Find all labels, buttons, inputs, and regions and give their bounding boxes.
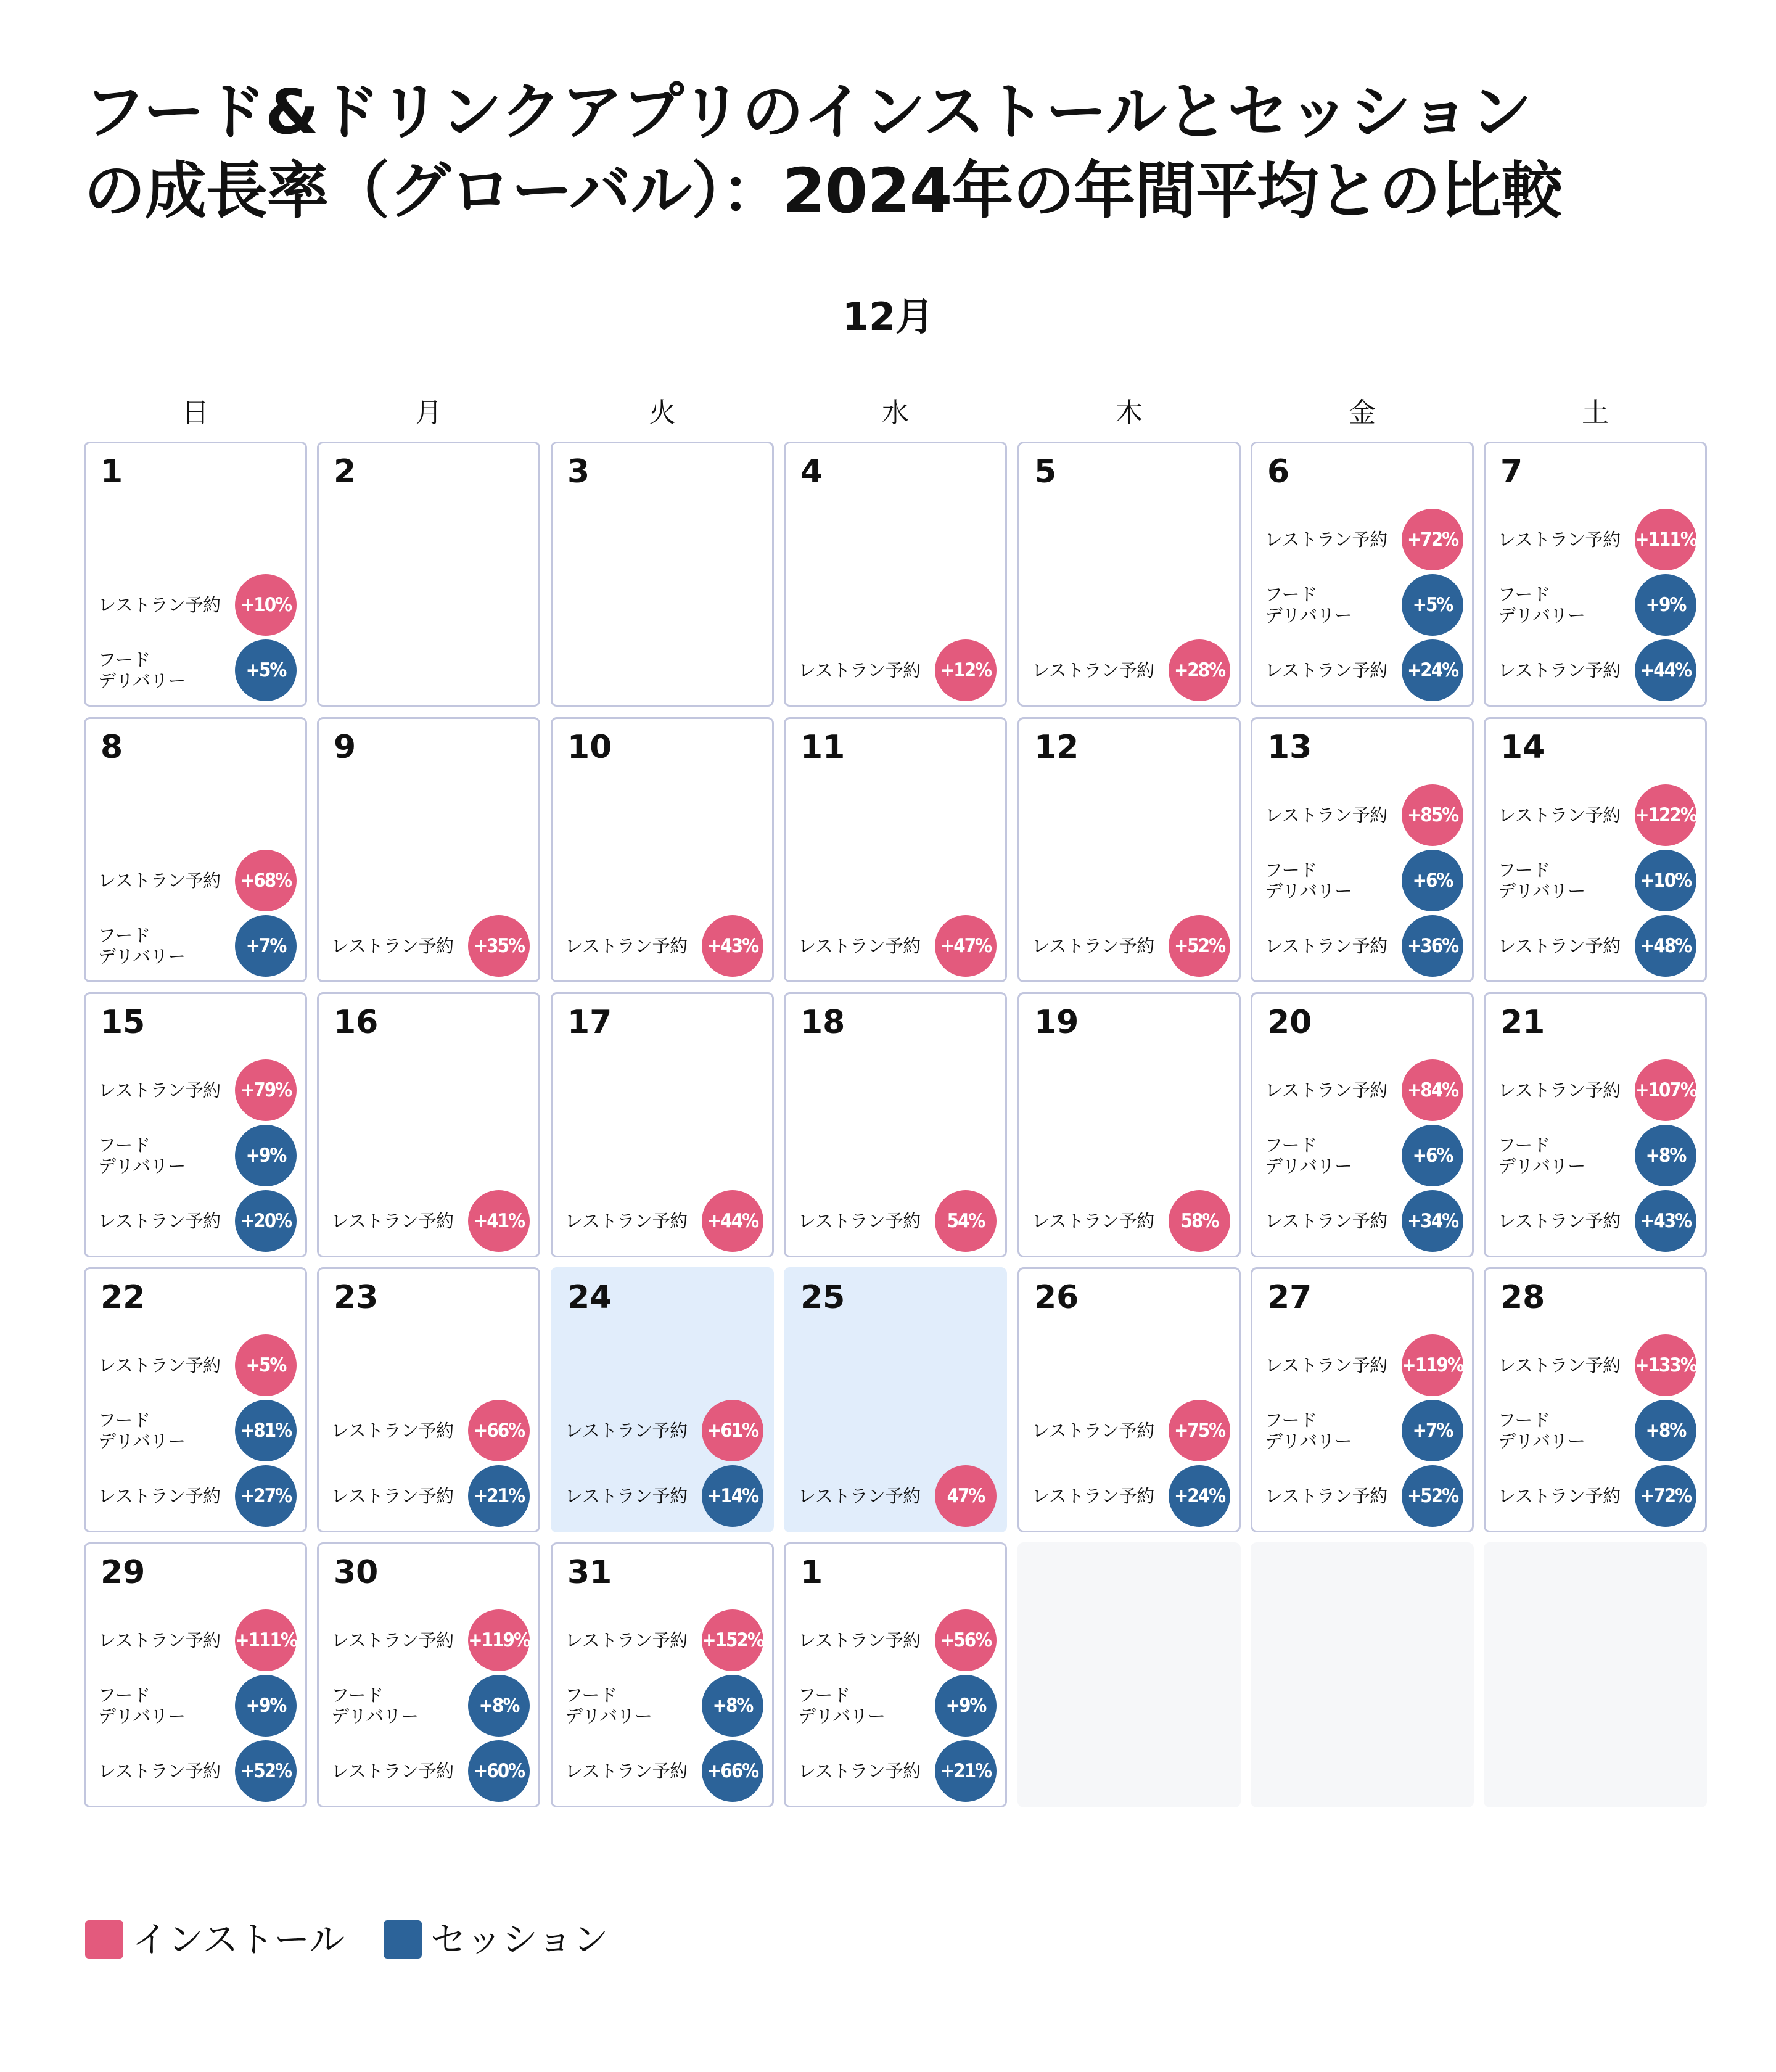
calendar-cell [1018,442,1241,707]
install-growth-badge: +66% [468,1400,530,1462]
category-label: フード デリバリー [1265,1410,1352,1452]
metric-row [1252,850,1472,911]
session-growth-badge: +81% [235,1400,297,1462]
session-growth-badge: +6% [1402,850,1463,911]
day-number: 28 [1500,1279,1545,1316]
install-growth-badge: +43% [702,915,763,977]
session-growth-badge: +52% [235,1740,297,1802]
category-label: フード デリバリー [565,1685,652,1727]
calendar-cell [1251,442,1474,707]
metric-row [1019,1190,1239,1252]
session-growth-badge: +52% [1402,1465,1463,1527]
category-label: レストラン予約 [331,1211,454,1231]
category-label: レストラン予約 [798,1486,921,1507]
category-label: レストラン予約 [98,1630,221,1651]
category-label: レストラン予約 [1265,1355,1388,1376]
weekday-label: 水 [882,397,909,429]
install-growth-badge: +41% [468,1190,530,1252]
weekday-label: 土 [1582,397,1609,429]
day-number: 25 [800,1279,845,1316]
category-label: レストラン予約 [1265,935,1388,956]
session-growth-badge: +24% [1402,639,1463,701]
session-growth-badge: +21% [935,1740,997,1802]
day-number: 19 [1034,1004,1079,1041]
day-number: 22 [101,1279,146,1316]
day-number: 2 [334,453,356,490]
day-number: 20 [1267,1004,1312,1041]
install-growth-badge: +72% [1402,509,1463,570]
category-label: レストラン予約 [565,935,688,956]
category-label: レストラン予約 [798,1211,921,1231]
day-number: 9 [334,729,356,766]
legend-item-install [85,1918,345,1961]
day-number: 3 [567,453,590,490]
session-growth-badge: +7% [235,915,297,977]
metric-row [1486,574,1705,636]
category-label: レストラン予約 [98,1486,221,1507]
metric-row [319,1190,538,1252]
calendar-cell [317,1267,540,1532]
metric-row [1486,1465,1705,1527]
day-number: 16 [334,1004,379,1041]
category-label: レストラン予約 [1265,660,1388,681]
calendar-cell [317,1542,540,1807]
metric-row [1252,509,1472,570]
metric-row [86,1465,305,1527]
session-growth-badge: +5% [1402,574,1463,636]
day-number: 29 [101,1554,146,1591]
session-growth-badge: +24% [1169,1465,1230,1527]
session-growth-badge: +7% [1402,1400,1463,1462]
category-label: フード デリバリー [98,1135,186,1177]
day-number: 1 [101,453,123,490]
day-number: 21 [1500,1004,1545,1041]
calendar-cell [784,717,1007,982]
category-label: フード デリバリー [1265,584,1352,626]
category-label: フード デリバリー [1498,860,1585,902]
calendar-cell [1484,717,1707,982]
session-swatch [384,1920,422,1959]
metric-row [553,1465,772,1527]
metric-row [319,1675,538,1737]
session-growth-badge: +72% [1635,1465,1696,1527]
day-number: 10 [567,729,612,766]
session-growth-badge: +36% [1402,915,1463,977]
calendar-cell-empty [1484,1542,1707,1807]
metric-row [553,1190,772,1252]
category-label: レストラン予約 [798,935,921,956]
metric-row [1252,1059,1472,1121]
metric-row [1252,784,1472,846]
day-number: 6 [1267,453,1290,490]
metric-row [1252,1125,1472,1186]
day-number: 7 [1500,453,1523,490]
calendar-cell [317,442,540,707]
calendar-cell [1018,992,1241,1257]
day-number: 26 [1034,1279,1079,1316]
category-label: フード デリバリー [798,1685,886,1727]
install-growth-badge: +75% [1169,1400,1230,1462]
calendar-cell-empty [1251,1542,1474,1807]
metric-row [86,1740,305,1802]
category-label: レストラン予約 [1498,935,1621,956]
metric-row [786,915,1005,977]
install-growth-badge: +111% [1635,509,1696,570]
metric-row [553,1740,772,1802]
calendar-cell [1018,1267,1241,1532]
calendar-cell [84,1542,307,1807]
calendar-cell [1251,1267,1474,1532]
category-label: レストラン予約 [1498,529,1621,550]
category-label: レストラン予約 [98,1080,221,1101]
category-label: レストラン予約 [1498,1080,1621,1101]
install-growth-badge: 47% [935,1465,997,1527]
legend-item-session [384,1918,609,1961]
category-label: レストラン予約 [565,1420,688,1441]
install-growth-badge: +111% [235,1610,297,1671]
session-growth-badge: +9% [235,1125,297,1186]
metric-row [1486,1400,1705,1462]
metric-row [1252,574,1472,636]
install-growth-badge: 54% [935,1190,997,1252]
install-growth-badge: +107% [1635,1059,1696,1121]
category-label: レストラン予約 [1265,1080,1388,1101]
day-number: 17 [567,1004,612,1041]
category-label: レストラン予約 [98,1761,221,1782]
metric-row [319,915,538,977]
metric-row [1486,784,1705,846]
category-label: レストラン予約 [1498,1486,1621,1507]
install-growth-badge: +44% [702,1190,763,1252]
category-label: レストラン予約 [98,1355,221,1376]
metric-row [86,1610,305,1671]
metric-row [1486,509,1705,570]
weekday-label: 日 [182,397,209,429]
calendar-cell [1484,992,1707,1257]
metric-row [1019,1400,1239,1462]
category-label: フード デリバリー [1498,1410,1585,1452]
session-growth-badge: +27% [235,1465,297,1527]
session-growth-badge: +43% [1635,1190,1696,1252]
category-label: レストラン予約 [1265,1486,1388,1507]
day-number: 30 [334,1554,379,1591]
day-number: 12 [1034,729,1079,766]
install-growth-badge: +35% [468,915,530,977]
session-growth-badge: +9% [235,1675,297,1737]
category-label: レストラン予約 [1498,805,1621,826]
calendar-cell [1484,442,1707,707]
category-label: レストラン予約 [98,594,221,615]
day-number: 4 [800,453,823,490]
category-label: レストラン予約 [798,1761,921,1782]
metric-row [786,639,1005,701]
calendar-cell [551,1267,774,1532]
day-number: 23 [334,1279,379,1316]
metric-row [86,1125,305,1186]
legend-install-label: インストール [132,1918,345,1960]
install-growth-badge: +68% [235,850,297,911]
calendar-cell [784,442,1007,707]
metric-row [553,1675,772,1737]
category-label: レストラン予約 [331,1486,454,1507]
calendar-cell [317,717,540,982]
calendar-cell [317,992,540,1257]
install-growth-badge: +152% [702,1610,763,1671]
metric-row [1486,850,1705,911]
calendar-cell [551,442,774,707]
category-label: レストラン予約 [331,1420,454,1441]
metric-row [319,1740,538,1802]
metric-row [86,915,305,977]
install-swatch [85,1920,123,1959]
category-label: レストラン予約 [98,1211,221,1231]
weekday-label: 木 [1116,397,1143,429]
session-growth-badge: +34% [1402,1190,1463,1252]
install-growth-badge: +84% [1402,1059,1463,1121]
category-label: フード デリバリー [1265,860,1352,902]
metric-row [786,1740,1005,1802]
category-label: レストラン予約 [98,870,221,891]
metric-row [786,1610,1005,1671]
day-number: 5 [1034,453,1057,490]
day-number: 14 [1500,729,1545,766]
install-growth-badge: +28% [1169,639,1230,701]
calendar-cell [551,1542,774,1807]
metric-row [1019,639,1239,701]
weekday-label: 火 [649,397,676,429]
month-label: 12月 [842,294,934,339]
category-label: レストラン予約 [1498,1355,1621,1376]
day-number: 27 [1267,1279,1312,1316]
metric-row [1252,1334,1472,1396]
metric-row [86,1190,305,1252]
category-label: フード デリバリー [98,1410,186,1452]
install-growth-badge: +12% [935,639,997,701]
metric-row [86,574,305,636]
metric-row [86,1675,305,1737]
chart-title: フード&ドリンクアプリのインストールとセッション の成長率（グローバル）：2024年の年間平均との比較 [84,76,1563,227]
category-label: レストラン予約 [1498,1211,1621,1231]
category-label: フード デリバリー [98,1685,186,1727]
install-growth-badge: 58% [1169,1190,1230,1252]
session-growth-badge: +9% [1635,574,1696,636]
install-growth-badge: +79% [235,1059,297,1121]
category-label: フード デリバリー [1265,1135,1352,1177]
category-label: レストラン予約 [1265,1211,1388,1231]
day-number: 1 [800,1554,823,1591]
metric-row [1486,1190,1705,1252]
metric-row [1252,639,1472,701]
session-growth-badge: +8% [1635,1125,1696,1186]
install-growth-badge: +119% [1402,1334,1463,1396]
install-growth-badge: +85% [1402,784,1463,846]
metric-row [1486,1125,1705,1186]
category-label: フード デリバリー [98,649,186,691]
metric-row [1252,1465,1472,1527]
metric-row [1486,1059,1705,1121]
metric-row [86,1400,305,1462]
metric-row [1486,1334,1705,1396]
install-growth-badge: +133% [1635,1334,1696,1396]
session-growth-badge: +21% [468,1465,530,1527]
category-label: レストラン予約 [331,935,454,956]
category-label: レストラン予約 [1265,529,1388,550]
day-number: 11 [800,729,845,766]
category-label: レストラン予約 [1032,1420,1154,1441]
session-growth-badge: +60% [468,1740,530,1802]
metric-row [86,639,305,701]
calendar-cell [84,992,307,1257]
category-label: レストラン予約 [565,1761,688,1782]
calendar-cell [1251,717,1474,982]
session-growth-badge: +8% [1635,1400,1696,1462]
install-growth-badge: +52% [1169,915,1230,977]
install-growth-badge: +61% [702,1400,763,1462]
metric-row [786,1675,1005,1737]
category-label: レストラン予約 [565,1486,688,1507]
day-number: 31 [567,1554,612,1591]
session-growth-badge: +5% [235,639,297,701]
category-label: フード デリバリー [1498,1135,1585,1177]
session-growth-badge: +8% [702,1675,763,1737]
calendar-cell [1251,992,1474,1257]
calendar-cell [84,717,307,982]
install-growth-badge: +47% [935,915,997,977]
calendar-cell [84,442,307,707]
metric-row [86,850,305,911]
metric-row [553,1610,772,1671]
metric-row [1252,915,1472,977]
session-growth-badge: +10% [1635,850,1696,911]
metric-row [1019,1465,1239,1527]
category-label: レストラン予約 [1032,1486,1154,1507]
metric-row [319,1465,538,1527]
category-label: レストラン予約 [1032,660,1154,681]
calendar-cell [784,1267,1007,1532]
metric-row [319,1610,538,1671]
category-label: フード デリバリー [1498,584,1585,626]
weekday-label: 金 [1349,397,1376,429]
day-number: 8 [101,729,123,766]
metric-row [786,1465,1005,1527]
metric-row [86,1334,305,1396]
metric-row [1252,1190,1472,1252]
metric-row [1486,915,1705,977]
day-number: 13 [1267,729,1312,766]
day-number: 15 [101,1004,146,1041]
category-label: レストラン予約 [798,660,921,681]
session-growth-badge: +9% [935,1675,997,1737]
category-label: フード デリバリー [98,925,186,967]
calendar-cell [551,717,774,982]
calendar-cell [784,1542,1007,1807]
legend-session-label: セッション [430,1918,609,1960]
metric-row [786,1190,1005,1252]
metric-row [1486,639,1705,701]
metric-row [553,915,772,977]
session-growth-badge: +6% [1402,1125,1463,1186]
category-label: レストラン予約 [1032,1211,1154,1231]
session-growth-badge: +48% [1635,915,1696,977]
category-label: レストラン予約 [798,1630,921,1651]
day-number: 24 [567,1279,612,1316]
session-growth-badge: +20% [235,1190,297,1252]
category-label: レストラン予約 [331,1630,454,1651]
metric-row [1252,1400,1472,1462]
install-growth-badge: +5% [235,1334,297,1396]
calendar-cell [1484,1267,1707,1532]
category-label: レストラン予約 [565,1211,688,1231]
session-growth-badge: +66% [702,1740,763,1802]
category-label: フード デリバリー [331,1685,419,1727]
metric-row [553,1400,772,1462]
install-growth-badge: +119% [468,1610,530,1671]
install-growth-badge: +122% [1635,784,1696,846]
category-label: レストラン予約 [1265,805,1388,826]
metric-row [1019,915,1239,977]
session-growth-badge: +8% [468,1675,530,1737]
category-label: レストラン予約 [331,1761,454,1782]
calendar-cell [784,992,1007,1257]
metric-row [86,1059,305,1121]
calendar-cell [84,1267,307,1532]
install-growth-badge: +56% [935,1610,997,1671]
calendar-cell-empty [1018,1542,1241,1807]
calendar-cell [551,992,774,1257]
category-label: レストラン予約 [565,1630,688,1651]
day-number: 18 [800,1004,845,1041]
category-label: レストラン予約 [1032,935,1154,956]
calendar-cell [1018,717,1241,982]
category-label: レストラン予約 [1498,660,1621,681]
weekday-label: 月 [415,397,442,429]
session-growth-badge: +44% [1635,639,1696,701]
session-growth-badge: +14% [702,1465,763,1527]
install-growth-badge: +10% [235,574,297,636]
metric-row [319,1400,538,1462]
